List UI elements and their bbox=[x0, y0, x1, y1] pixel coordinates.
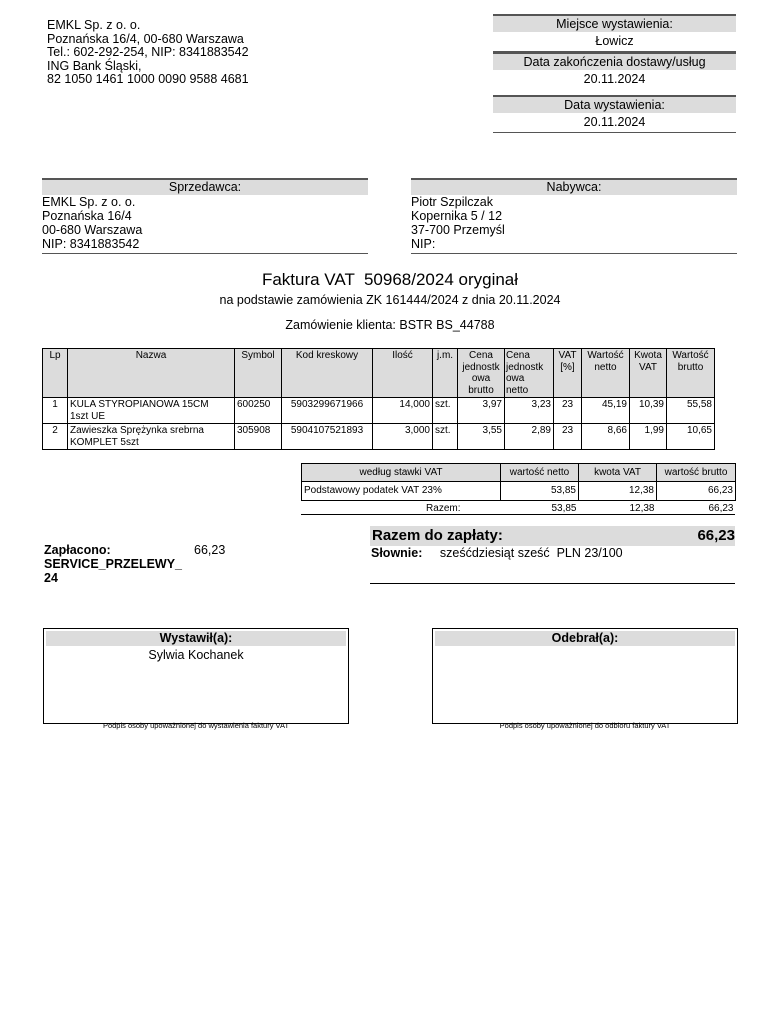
vat-rate-net: 53,85 bbox=[501, 482, 579, 501]
buyer-line: 37-700 Przemyśl bbox=[411, 223, 505, 237]
seller-line: NIP: 8341883542 bbox=[42, 237, 140, 251]
buyer-box bbox=[411, 178, 737, 254]
receiver-caption: Podpis osoby upoważnionej do odbioru faktury VAT bbox=[499, 721, 671, 730]
issuer-caption: Podpis osoby upoważnionej do wystawienia faktury VAT bbox=[102, 721, 290, 730]
cell-vat-amount: 10,39 bbox=[630, 398, 667, 424]
seller-header-line: EMKL Sp. z o. o. bbox=[47, 18, 141, 32]
delivery-date-label: Data zakończenia dostawy/usług bbox=[493, 52, 736, 70]
col-symbol: Symbol bbox=[235, 349, 282, 398]
table-row bbox=[43, 424, 715, 450]
vat-rate-name: Podstawowy podatek VAT 23% bbox=[302, 482, 501, 501]
cell-price-gross: 3,97 bbox=[458, 398, 505, 424]
seller-line: Poznańska 16/4 bbox=[42, 209, 132, 223]
invoice-title-block bbox=[0, 270, 768, 334]
seller-line: 00-680 Warszawa bbox=[42, 223, 143, 237]
seller-header-line: Tel.: 602-292-254, NIP: 8341883542 bbox=[47, 45, 249, 59]
cell-barcode: 5904107521893 bbox=[282, 424, 373, 450]
seller-header-line: Poznańska 16/4, 00-680 Warszawa bbox=[47, 31, 244, 46]
words-value: sześćdziesiąt sześć PLN 23/100 bbox=[439, 546, 623, 560]
col-lp: Lp bbox=[43, 349, 68, 398]
client-order: Zamówienie klienta: BSTR BS_44788 bbox=[285, 318, 495, 332]
vat-summary-header bbox=[302, 464, 736, 482]
paid-method: 24 bbox=[44, 571, 58, 585]
vat-rate-gross: 66,23 bbox=[657, 482, 736, 501]
place-value: Łowicz bbox=[493, 32, 736, 52]
cell-value-net: 45,19 bbox=[582, 398, 630, 424]
cell-qty: 14,000 bbox=[373, 398, 433, 424]
cell-vat-rate: 23 bbox=[554, 424, 582, 450]
place-label: Miejsce wystawienia: bbox=[493, 14, 736, 32]
words-rule bbox=[370, 583, 735, 584]
issue-date-value: 20.11.2024 bbox=[493, 113, 736, 133]
cell-value-gross: 55,58 bbox=[667, 398, 715, 424]
words-label: Słownie: bbox=[371, 546, 423, 560]
cell-qty: 3,000 bbox=[373, 424, 433, 450]
receiver-label: Odebrał(a): bbox=[435, 631, 735, 646]
vat-col-vat: kwota VAT bbox=[579, 464, 657, 482]
receiver-signature-box bbox=[432, 628, 738, 724]
cell-name: KULA STYROPIANOWA 15CM 1szt UE bbox=[68, 398, 235, 424]
cell-vat-rate: 23 bbox=[554, 398, 582, 424]
cell-barcode: 5903299671966 bbox=[282, 398, 373, 424]
col-value-gross: Wartość brutto bbox=[667, 349, 715, 398]
total-due-amount: 66,23 bbox=[697, 527, 735, 544]
col-vat-amount: Kwota VAT bbox=[630, 349, 667, 398]
cell-price-gross: 3,55 bbox=[458, 424, 505, 450]
seller-line: EMKL Sp. z o. o. bbox=[42, 195, 136, 209]
vat-col-rate: według stawki VAT bbox=[302, 464, 501, 482]
col-value-net: Wartość netto bbox=[582, 349, 630, 398]
vat-total-net: 53,85 bbox=[551, 503, 577, 514]
cell-lp: 2 bbox=[43, 424, 68, 450]
seller-header-line: 82 1050 1461 1000 0090 9588 4681 bbox=[47, 72, 249, 86]
table-row bbox=[43, 398, 715, 424]
issue-date-label: Data wystawienia: bbox=[493, 95, 736, 113]
cell-price-net: 3,23 bbox=[505, 398, 554, 424]
cell-symbol: 305908 bbox=[235, 424, 282, 450]
cell-symbol: 600250 bbox=[235, 398, 282, 424]
paid-amount: 66,23 bbox=[194, 543, 226, 557]
cell-price-net: 2,89 bbox=[505, 424, 554, 450]
cell-value-gross: 10,65 bbox=[667, 424, 715, 450]
cell-unit: szt. bbox=[433, 398, 458, 424]
cell-name: Zawieszka Sprężynka srebrna KOMPLET 5szt bbox=[68, 424, 235, 450]
cell-vat-amount: 1,99 bbox=[630, 424, 667, 450]
seller-box bbox=[42, 178, 368, 254]
col-price-gross: Cena jednostk owa brutto bbox=[458, 349, 505, 398]
seller-header bbox=[47, 19, 249, 87]
cell-lp: 1 bbox=[43, 398, 68, 424]
vat-total-gross: 66,23 bbox=[708, 503, 734, 514]
col-vat-rate: VAT [%] bbox=[554, 349, 582, 398]
buyer-label: Nabywca: bbox=[411, 178, 737, 195]
invoice-basis: na podstawie zamówienia ZK 161444/2024 z dnia 20.11.2024 bbox=[219, 293, 561, 307]
vat-summary-table bbox=[301, 463, 736, 517]
cell-unit: szt. bbox=[433, 424, 458, 450]
total-due-label: Razem do zapłaty: bbox=[372, 527, 503, 544]
col-barcode: Kod kreskowy bbox=[282, 349, 373, 398]
paid-info bbox=[44, 543, 182, 585]
buyer-line: Kopernika 5 / 12 bbox=[411, 209, 503, 223]
col-qty: Ilość bbox=[373, 349, 433, 398]
issuer-name: Sylwia Kochanek bbox=[148, 648, 244, 662]
paid-method: SERVICE_PRZELEWY_ bbox=[44, 557, 183, 571]
cell-value-net: 8,66 bbox=[582, 424, 630, 450]
items-table bbox=[42, 348, 715, 450]
vat-rate-vat: 12,38 bbox=[579, 482, 657, 501]
items-header-row bbox=[43, 349, 715, 398]
vat-summary-bottom-rule bbox=[301, 514, 735, 515]
paid-label: Zapłacono: bbox=[44, 543, 111, 557]
vat-total-label: Razem: bbox=[426, 503, 461, 514]
issuer-label: Wystawił(a): bbox=[46, 631, 346, 646]
vat-col-gross: wartość brutto bbox=[657, 464, 736, 482]
issuer-signature-box bbox=[43, 628, 349, 724]
seller-label: Sprzedawca: bbox=[42, 178, 368, 195]
total-due-bar bbox=[370, 526, 735, 546]
buyer-line: NIP: bbox=[411, 237, 436, 251]
buyer-line: Piotr Szpilczak bbox=[411, 195, 493, 209]
invoice-title: Faktura VAT 50968/2024 oryginał bbox=[261, 270, 519, 289]
col-unit: j.m. bbox=[433, 349, 458, 398]
delivery-date-value: 20.11.2024 bbox=[583, 72, 646, 86]
col-name: Nazwa bbox=[68, 349, 235, 398]
amount-in-words bbox=[371, 546, 623, 560]
vat-summary-row bbox=[302, 482, 736, 501]
vat-col-net: wartość netto bbox=[501, 464, 579, 482]
col-price-net: Cena jednostk owa netto bbox=[505, 349, 554, 398]
seller-header-line: ING Bank Śląski, bbox=[47, 58, 142, 73]
issue-info bbox=[493, 14, 736, 133]
vat-total-vat: 12,38 bbox=[629, 503, 655, 514]
